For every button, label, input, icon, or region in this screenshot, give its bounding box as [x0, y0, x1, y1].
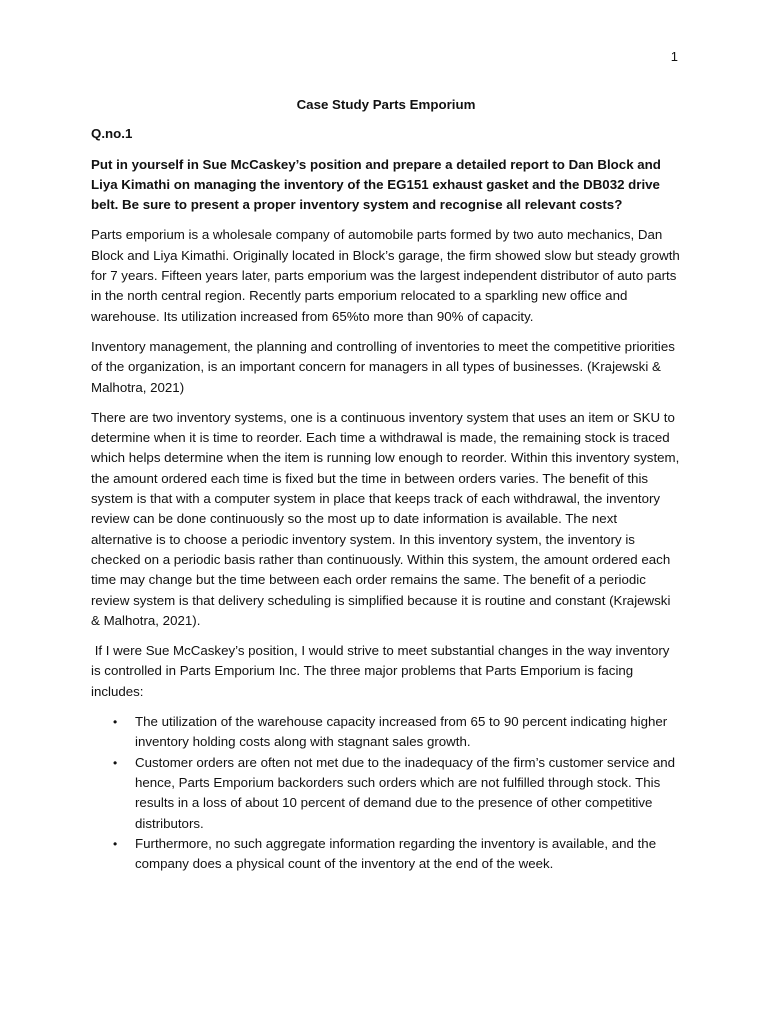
question-number: Q.no.1 [91, 126, 133, 142]
problem-list [91, 712, 681, 874]
bullet-icon: • [113, 755, 118, 770]
paragraph-inventory-management: Inventory management, the planning and controlling of inventories to meet the competitive priorities of the organization, is an important concern for managers in all types of businesses. (Krajewski & Malhotra, 2021) [91, 338, 675, 395]
document-title: Case Study Parts Emporium [296, 97, 476, 112]
page-number: 1 [670, 49, 678, 64]
list-item [91, 834, 681, 875]
paragraph-problems-intro: If I were Sue McCaskey’s position, I would strive to meet substantial changes in the way inventory is controlled in Parts Emporium Inc. The three major problems that Parts Emporium is facing includes: [91, 643, 674, 699]
list-item [91, 753, 681, 834]
bullet-icon: • [113, 836, 118, 851]
paragraph-company-background: Parts emporium is a wholesale company of automobile parts formed by two auto mechanics, Dan Block and Liya Kimathi. Originally located in Block’s garage, the firm showed slow but steady growth for 7 years. Fifteen years later, parts emporium was the largest independent distributor of auto parts in the north central region. Recently parts emporium relocated to a sparkling new office and warehouse. Its utilization increased from 65%to more than 90% of capacity. [91, 227, 680, 324]
question-text: Put in yourself in Sue McCaskey’s position and prepare a detailed report to Dan Block and Liya Kimathi on managing the inventory of the EG151 exhaust gasket and the DB032 drive belt. Be sure to present a proper inventory system and recognise all relevant costs? [91, 156, 661, 213]
list-item-text: Customer orders are often not met due to the inadequacy of the firm’s customer service and hence, Parts Emporium backorders such orders which are not fulfilled through stock. This results in a loss of about 10 percent of demand due to the presence of other competitive distributors. [135, 754, 676, 831]
list-item-text: Furthermore, no such aggregate information regarding the inventory is available, and the company does a physical count of the inventory at the end of the week. [135, 835, 657, 872]
list-item [91, 712, 681, 753]
paragraph-inventory-systems: There are two inventory systems, one is a continuous inventory system that uses an item or SKU to determine when it is time to reorder. Each time a withdrawal is made, the remaining stock is traced which helps determine when the item is running low enough to reorder. Within this inventory system, the amount ordered each time is fixed but the time in between orders varies. The benefit of this system is that with a computer system in place that keeps track of each withdrawal, the inventory review can be done continuously so the most up to date information is available. The next alternative is to choose a periodic inventory system. In this inventory system, the inventory is checked on a periodic basis rather than continuously. Within this system, the amount ordered each time may change but the time between each order remains the same. The benefit of a periodic review system is that delivery scheduling is simplified because it is routine and constant (Krajewski & Malhotra, 2021). [91, 409, 680, 628]
document-body [91, 95, 681, 874]
list-item-text: The utilization of the warehouse capacity increased from 65 to 90 percent indicating higher inventory holding costs along with stagnant sales growth. [135, 714, 668, 750]
bullet-icon: • [113, 715, 118, 730]
